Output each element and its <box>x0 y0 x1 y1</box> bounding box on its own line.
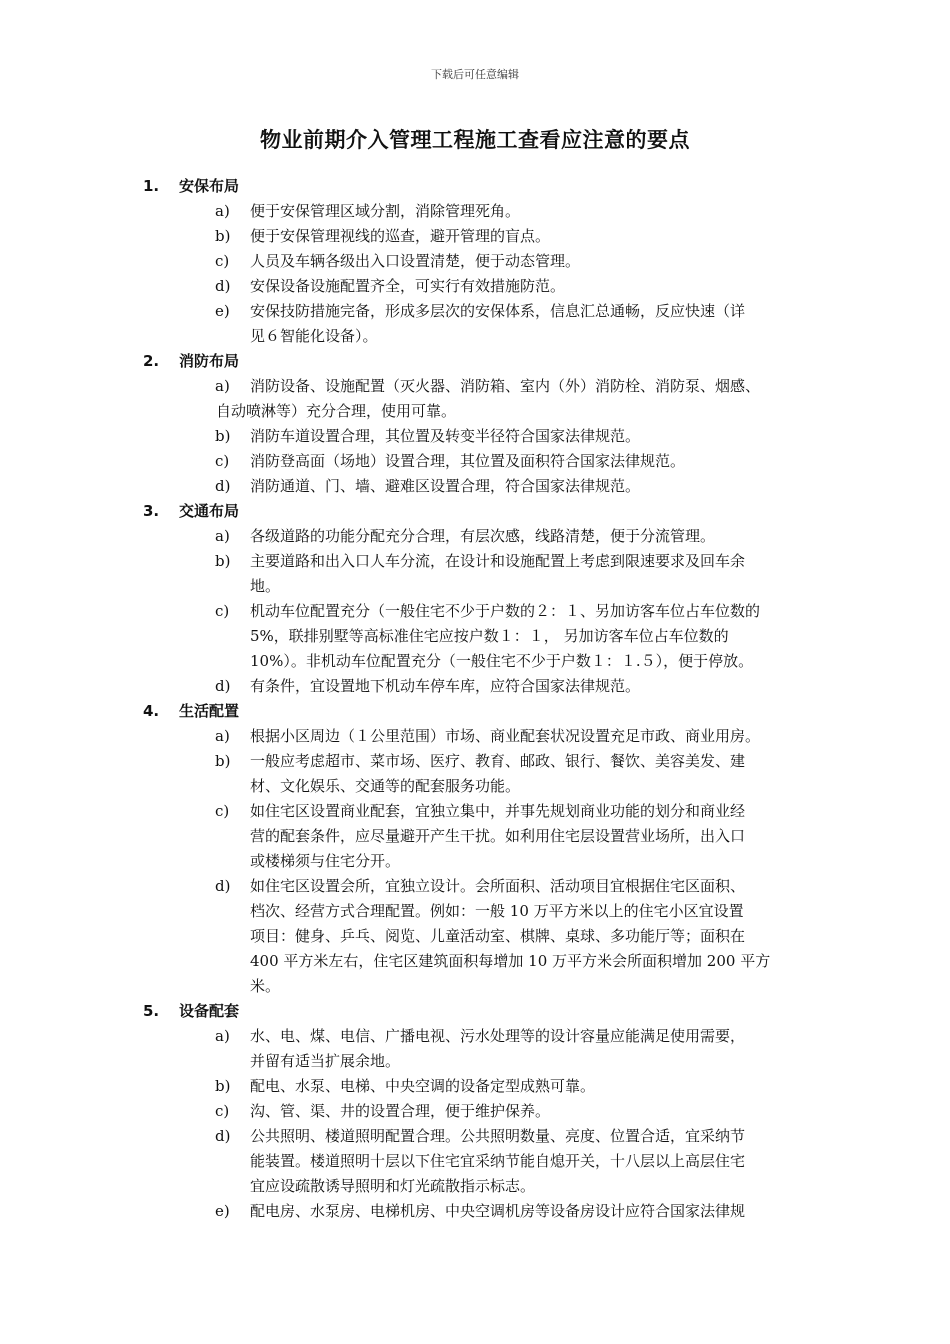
list-item <box>0 449 950 474</box>
item-text: 机动车位配置充分（一般住宅不少于户数的２：１、另加访客车位占车位数的 5%，联排别墅等高标准住宅应按户数１：１， 另加访客车位占车位数的 10%）。非机动车位配置充分（一般住宅不少于户数１：１.５），便于停放。 <box>250 602 761 670</box>
item-letter: d) <box>215 677 231 695</box>
item-letter: d) <box>215 1127 231 1145</box>
item-letter: c) <box>215 1102 230 1120</box>
item-text: 便于安保管理区域分割，消除管理死角。 <box>250 202 521 220</box>
item-text: 沟、管、渠、井的设置合理，便于维护保养。 <box>250 1102 551 1120</box>
item-text: 公共照明、楼道照明配置合理。公共照明数量、亮度、位置合适，宜采纳节 能装置。楼道照明十层以下住宅宜采纳节能自熄开关，十八层以上高层住宅 宜应设疏散诱导照明和灯光疏散指示标志。 <box>250 1127 746 1195</box>
section-title: 生活配置 <box>179 702 240 720</box>
list-item <box>0 274 950 299</box>
list-item <box>0 299 950 349</box>
item-text: 如住宅区设置会所，宜独立设计。会所面积、活动项目宜根据住宅区面积、 档次、经营方式合理配置。例如：一般 10 万平方米以上的住宅小区宜设置 项目：健身、乒乓、阅览、儿童活动室、棋牌、桌球、多功能厅等；面积在 400 平方米左右，住宅区建筑面积每增加 10 万平方米会所面积增加 200 平方 米。 <box>250 877 771 995</box>
item-letter: e) <box>215 1202 230 1220</box>
item-text: 如住宅区设置商业配套，宜独立集中，并事先规划商业功能的划分和商业经 营的配套条件，应尽量避开产生干扰。如利用住宅层设置营业场所，出入口 或楼梯须与住宅分开。 <box>250 802 746 870</box>
list-item <box>0 1124 950 1199</box>
section-title: 消防布局 <box>179 352 240 370</box>
item-text: 人员及车辆各级出入口设置清楚，便于动态管理。 <box>250 252 581 270</box>
header-note: 下载后可任意编辑 <box>431 68 519 81</box>
list-item <box>0 524 950 549</box>
item-text: 消防通道、门、墙、避难区设置合理，符合国家法律规范。 <box>250 477 641 495</box>
item-letter: b) <box>215 1077 231 1095</box>
section-number: 2. <box>143 352 160 370</box>
list-item <box>0 674 950 699</box>
item-letter: a) <box>215 377 230 395</box>
item-text: 一般应考虑超市、菜市场、医疗、教育、邮政、银行、餐饮、美容美发、建 材、文化娱乐、交通等的配套服务功能。 <box>250 752 746 795</box>
document-title: 物业前期介入管理工程施工查看应注意的要点 <box>260 128 690 152</box>
list-item <box>0 799 950 874</box>
item-text: 消防车道设置合理，其位置及转变半径符合国家法律规范。 <box>250 427 641 445</box>
item-letter: a) <box>215 1027 230 1045</box>
item-text: 配电、水泵、电梯、中央空调的设备定型成熟可靠。 <box>250 1077 596 1095</box>
section-number: 1. <box>143 177 160 195</box>
section-title: 交通布局 <box>179 502 240 520</box>
item-letter: a) <box>215 727 230 745</box>
document-body <box>0 174 950 1224</box>
section-heading <box>0 349 950 374</box>
list-item <box>0 1199 950 1224</box>
section-number: 5. <box>143 1002 160 1020</box>
section-heading <box>0 174 950 199</box>
item-text: 有条件，宜设置地下机动车停车库，应符合国家法律规范。 <box>250 677 641 695</box>
section-heading <box>0 699 950 724</box>
item-text: 配电房、水泵房、电梯机房、中央空调机房等设备房设计应符合国家法律规 <box>250 1202 746 1220</box>
item-letter: c) <box>215 452 230 470</box>
list-item <box>0 374 950 424</box>
item-letter: a) <box>215 527 230 545</box>
item-letter: b) <box>215 552 231 570</box>
list-item <box>0 249 950 274</box>
list-item <box>0 749 950 799</box>
item-text: 主要道路和出入口人车分流，在设计和设施配置上考虑到限速要求及回车余 地。 <box>250 552 746 595</box>
item-letter: b) <box>215 427 231 445</box>
item-text: 根据小区周边（１公里范围）市场、商业配套状况设置充足市政、商业用房。 <box>250 727 761 745</box>
list-item <box>0 199 950 224</box>
list-item <box>0 724 950 749</box>
item-text: 消防设备、设施配置（灭火器、消防箱、室内（外）消防栓、消防泵、烟感、 自动喷淋等）充分合理，使用可靠。 <box>216 377 761 420</box>
list-item <box>0 599 950 674</box>
item-text: 水、电、煤、电信、广播电视、污水处理等的设计容量应能满足使用需要， 并留有适当扩展余地。 <box>250 1027 746 1070</box>
item-letter: d) <box>215 477 231 495</box>
item-letter: d) <box>215 877 231 895</box>
list-item <box>0 874 950 999</box>
item-letter: d) <box>215 277 231 295</box>
list-item <box>0 1099 950 1124</box>
item-letter: c) <box>215 252 230 270</box>
item-letter: c) <box>215 602 230 620</box>
section-title: 安保布局 <box>179 177 240 195</box>
section-number: 3. <box>143 502 160 520</box>
list-item <box>0 549 950 599</box>
list-item <box>0 1074 950 1099</box>
item-text: 便于安保管理视线的巡查，避开管理的盲点。 <box>250 227 551 245</box>
item-letter: e) <box>215 302 230 320</box>
section-heading <box>0 999 950 1024</box>
section-heading <box>0 499 950 524</box>
list-item <box>0 474 950 499</box>
item-text: 安保技防措施完备，形成多层次的安保体系，信息汇总通畅，反应快速（详 见６智能化设备）。 <box>250 302 746 345</box>
item-text: 各级道路的功能分配充分合理，有层次感，线路清楚，便于分流管理。 <box>250 527 716 545</box>
item-letter: a) <box>215 202 230 220</box>
section-number: 4. <box>143 702 160 720</box>
item-text: 安保设备设施配置齐全，可实行有效措施防范。 <box>250 277 566 295</box>
item-letter: c) <box>215 802 230 820</box>
item-text: 消防登高面（场地）设置合理，其位置及面积符合国家法律规范。 <box>250 452 686 470</box>
list-item <box>0 1024 950 1074</box>
item-letter: b) <box>215 227 231 245</box>
list-item <box>0 224 950 249</box>
list-item <box>0 424 950 449</box>
item-letter: b) <box>215 752 231 770</box>
section-title: 设备配套 <box>179 1002 240 1020</box>
